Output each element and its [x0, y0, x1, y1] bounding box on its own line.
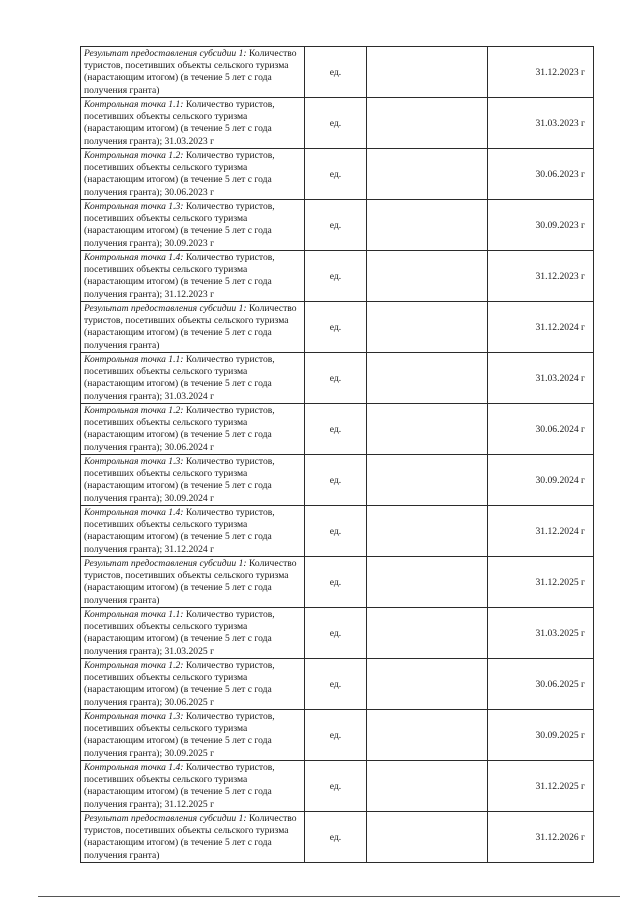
- indicator-cell: [81, 149, 305, 200]
- results-table-body: [81, 47, 594, 863]
- indicator-label: Контрольная точка 1.2:: [84, 405, 184, 416]
- indicator-text: Количество туристов, посетивших объекты сельского туризма (нарастающим итогом) (в течение 5 лет с года получения гранта); 31.03.2025 г: [84, 609, 275, 657]
- indicator-cell: [81, 200, 305, 251]
- unit-cell: ед.: [305, 761, 367, 812]
- value-cell: [367, 47, 488, 98]
- unit-cell: ед.: [305, 455, 367, 506]
- unit-cell: ед.: [305, 98, 367, 149]
- indicator-cell: [81, 404, 305, 455]
- unit-cell: ед.: [305, 557, 367, 608]
- unit-cell: ед.: [305, 251, 367, 302]
- date-cell: 31.12.2025 г: [488, 557, 594, 608]
- indicator-label: Контрольная точка 1.4:: [84, 507, 184, 518]
- indicator-label: Контрольная точка 1.3:: [84, 711, 184, 722]
- value-cell: [367, 506, 488, 557]
- table-row: [81, 404, 594, 455]
- indicator-text: Количество туристов, посетивших объекты сельского туризма (нарастающим итогом) (в течение 5 лет с года получения гранта); 31.12.2023 г: [84, 252, 275, 300]
- table-row: [81, 200, 594, 251]
- indicator-text: Количество туристов, посетивших объекты сельского туризма (нарастающим итогом) (в течение 5 лет с года получения гранта); 31.12.2024 г: [84, 507, 275, 555]
- indicator-text: Количество туристов, посетивших объекты сельского туризма (нарастающим итогом) (в течение 5 лет с года получения гранта); 31.12.2025 г: [84, 762, 275, 810]
- date-cell: 30.06.2024 г: [488, 404, 594, 455]
- indicator-label: Контрольная точка 1.3:: [84, 201, 184, 212]
- value-cell: [367, 149, 488, 200]
- table-row: [81, 455, 594, 506]
- table-row: [81, 353, 594, 404]
- indicator-label: Результат предоставления субсидии 1:: [84, 558, 247, 569]
- date-cell: 30.09.2023 г: [488, 200, 594, 251]
- indicator-cell: [81, 98, 305, 149]
- value-cell: [367, 710, 488, 761]
- table-row: [81, 608, 594, 659]
- indicator-cell: [81, 353, 305, 404]
- indicator-cell: [81, 659, 305, 710]
- unit-cell: ед.: [305, 302, 367, 353]
- table-row: [81, 812, 594, 863]
- indicator-text: Количество туристов, посетивших объекты сельского туризма (нарастающим итогом) (в течение 5 лет с года получения гранта); 30.09.2025 г: [84, 711, 275, 759]
- date-cell: 31.03.2023 г: [488, 98, 594, 149]
- indicator-text: Количество туристов, посетивших объекты сельского туризма (нарастающим итогом) (в течение 5 лет с года получения гранта); 30.06.2025 г: [84, 660, 275, 708]
- date-cell: 31.12.2024 г: [488, 302, 594, 353]
- indicator-label: Контрольная точка 1.4:: [84, 762, 184, 773]
- results-table: [80, 46, 594, 863]
- table-row: [81, 659, 594, 710]
- indicator-label: Контрольная точка 1.3:: [84, 456, 184, 467]
- unit-cell: ед.: [305, 149, 367, 200]
- indicator-cell: [81, 710, 305, 761]
- value-cell: [367, 302, 488, 353]
- table-row: [81, 98, 594, 149]
- date-cell: 31.12.2024 г: [488, 506, 594, 557]
- indicator-cell: [81, 761, 305, 812]
- date-cell: 31.03.2025 г: [488, 608, 594, 659]
- indicator-text: Количество туристов, посетивших объекты сельского туризма (нарастающим итогом) (в течение 5 лет с года получения гранта); 30.09.2024 г: [84, 456, 275, 504]
- unit-cell: ед.: [305, 506, 367, 557]
- indicator-cell: [81, 47, 305, 98]
- table-row: [81, 506, 594, 557]
- indicator-label: Результат предоставления субсидии 1:: [84, 813, 247, 824]
- indicator-label: Контрольная точка 1.1:: [84, 609, 184, 620]
- indicator-text: Количество туристов, посетивших объекты сельского туризма (нарастающим итогом) (в течение 5 лет с года получения гранта); 30.09.2023 г: [84, 201, 275, 249]
- table-row: [81, 251, 594, 302]
- indicator-label: Результат предоставления субсидии 1:: [84, 48, 247, 59]
- date-cell: 30.06.2025 г: [488, 659, 594, 710]
- date-cell: 31.12.2025 г: [488, 761, 594, 812]
- indicator-text: Количество туристов, посетивших объекты сельского туризма (нарастающим итогом) (в течение 5 лет с года получения гранта): [84, 48, 297, 96]
- indicator-cell: [81, 455, 305, 506]
- table-row: [81, 710, 594, 761]
- table-row: [81, 557, 594, 608]
- indicator-label: Контрольная точка 1.1:: [84, 99, 184, 110]
- indicator-text: Количество туристов, посетивших объекты сельского туризма (нарастающим итогом) (в течение 5 лет с года получения гранта): [84, 303, 297, 351]
- value-cell: [367, 404, 488, 455]
- date-cell: 31.12.2026 г: [488, 812, 594, 863]
- date-cell: 31.03.2024 г: [488, 353, 594, 404]
- unit-cell: ед.: [305, 608, 367, 659]
- value-cell: [367, 761, 488, 812]
- table-row: [81, 47, 594, 98]
- indicator-text: Количество туристов, посетивших объекты сельского туризма (нарастающим итогом) (в течение 5 лет с года получения гранта); 30.06.2024 г: [84, 405, 275, 453]
- indicator-label: Контрольная точка 1.2:: [84, 660, 184, 671]
- page-bottom-rule: [38, 896, 620, 897]
- indicator-cell: [81, 506, 305, 557]
- indicator-label: Контрольная точка 1.4:: [84, 252, 184, 263]
- value-cell: [367, 200, 488, 251]
- value-cell: [367, 557, 488, 608]
- unit-cell: ед.: [305, 404, 367, 455]
- indicator-cell: [81, 302, 305, 353]
- table-row: [81, 149, 594, 200]
- unit-cell: ед.: [305, 47, 367, 98]
- date-cell: 30.09.2025 г: [488, 710, 594, 761]
- indicator-cell: [81, 608, 305, 659]
- table-row: [81, 761, 594, 812]
- value-cell: [367, 812, 488, 863]
- value-cell: [367, 659, 488, 710]
- indicator-label: Контрольная точка 1.2:: [84, 150, 184, 161]
- value-cell: [367, 455, 488, 506]
- unit-cell: ед.: [305, 659, 367, 710]
- indicator-label: Результат предоставления субсидии 1:: [84, 303, 247, 314]
- indicator-text: Количество туристов, посетивших объекты сельского туризма (нарастающим итогом) (в течение 5 лет с года получения гранта): [84, 813, 297, 861]
- date-cell: 31.12.2023 г: [488, 251, 594, 302]
- value-cell: [367, 608, 488, 659]
- indicator-cell: [81, 557, 305, 608]
- indicator-cell: [81, 812, 305, 863]
- date-cell: 31.12.2023 г: [488, 47, 594, 98]
- table-row: [81, 302, 594, 353]
- unit-cell: ед.: [305, 710, 367, 761]
- date-cell: 30.09.2024 г: [488, 455, 594, 506]
- indicator-text: Количество туристов, посетивших объекты сельского туризма (нарастающим итогом) (в течение 5 лет с года получения гранта); 31.03.2024 г: [84, 354, 275, 402]
- unit-cell: ед.: [305, 200, 367, 251]
- indicator-text: Количество туристов, посетивших объекты сельского туризма (нарастающим итогом) (в течение 5 лет с года получения гранта); 31.03.2023 г: [84, 99, 275, 147]
- unit-cell: ед.: [305, 353, 367, 404]
- indicator-text: Количество туристов, посетивших объекты сельского туризма (нарастающим итогом) (в течение 5 лет с года получения гранта); 30.06.2023 г: [84, 150, 275, 198]
- indicator-label: Контрольная точка 1.1:: [84, 354, 184, 365]
- value-cell: [367, 251, 488, 302]
- indicator-text: Количество туристов, посетивших объекты сельского туризма (нарастающим итогом) (в течение 5 лет с года получения гранта): [84, 558, 297, 606]
- unit-cell: ед.: [305, 812, 367, 863]
- value-cell: [367, 98, 488, 149]
- date-cell: 30.06.2023 г: [488, 149, 594, 200]
- value-cell: [367, 353, 488, 404]
- indicator-cell: [81, 251, 305, 302]
